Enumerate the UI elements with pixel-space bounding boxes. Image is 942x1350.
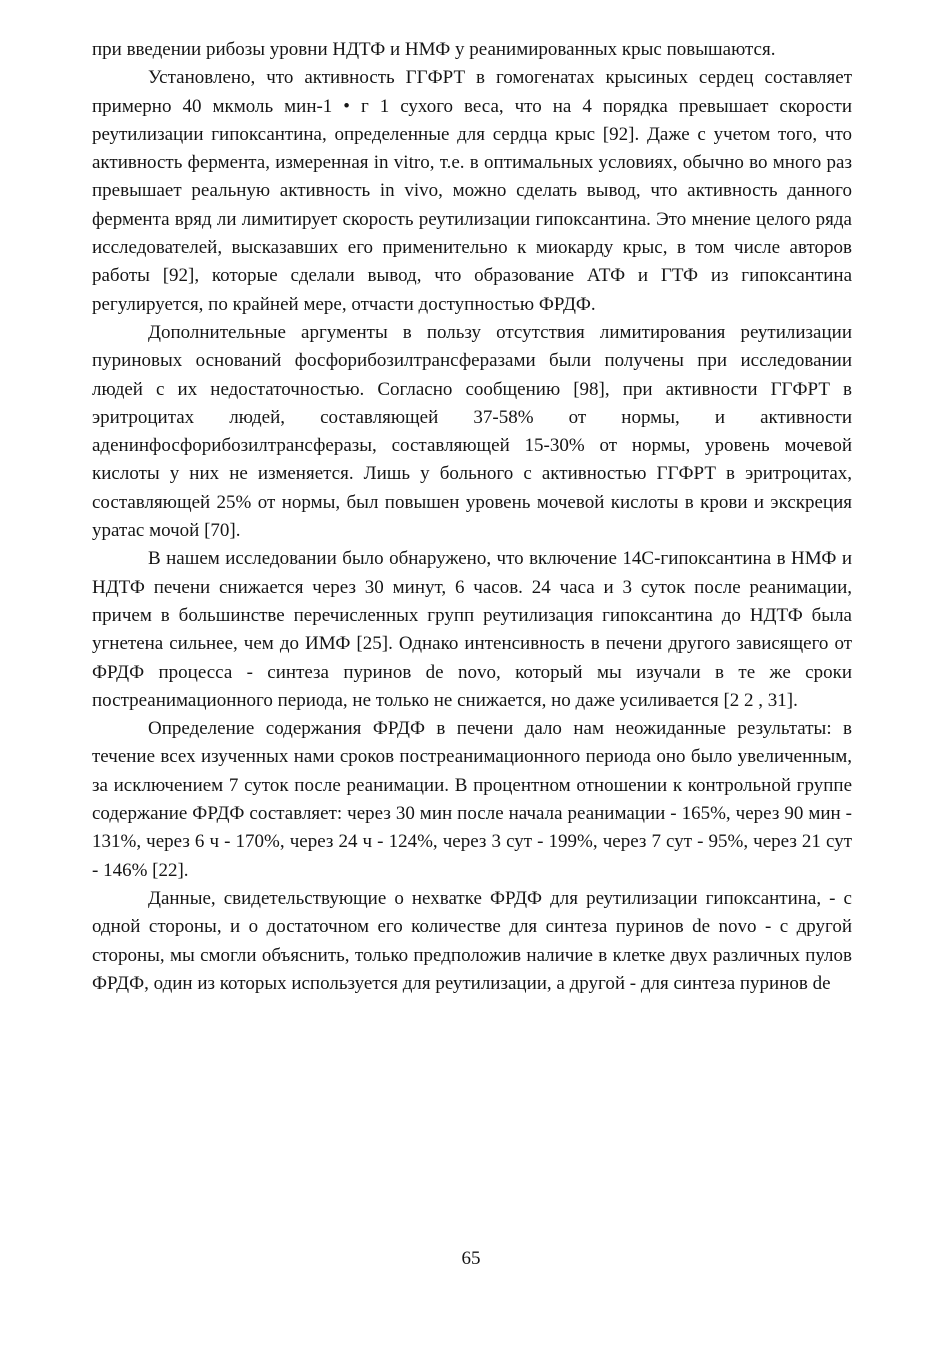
- paragraph-2: Установлено, что активность ГГФРТ в гомогенатах крысиных сердец составляет примерно 40 мкмоль мин-1 • г 1 сухого веса, что на 4 порядка превышает скорости реутилизации гипоксантина, определенные для сердца крыс [92]. Даже с учетом того, что активность фермента, измеренная in vitro, т.е. в оптимальных условиях, обычно во много раз превышает реальную активность in vivo, можно сделать вывод, что активность данного фермента вряд ли лимитирует скорость реутилизации гипоксантина. Это мнение целого ряда исследователей, высказавших его применительно к миокарду крыс, в том числе авторов работы [92], которые сделали вывод, что образование АТФ и ГТФ из гипоксантина регулируется, по крайней мере, отчасти доступностью ФРДФ.: [92, 67, 852, 315]
- paragraph-5: Определение содержания ФРДФ в печени дало нам неожиданные результаты: в течение всех изученных нами сроков постреанимационного периода оно было увеличенным, за исключением 7 суток после реанимации. В процентном отношении к контрольной группе содержание ФРДФ составляет: через 30 мин после начала реанимации - 165%, через 90 мин - 131%, через 6 ч - 170%, через 24 ч - 124%, через 3 сут - 199%, через 7 сут - 95%, через 21 сут - 146% [22].: [92, 718, 852, 881]
- page-body: [92, 36, 852, 998]
- paragraph-4: В нашем исследовании было обнаружено, что включение 14С-гипоксантина в НМФ и НДТФ печени снижается через 30 минут, 6 часов. 24 часа и 3 суток после реанимации, причем в большинстве перечисленных групп реутилизация гипоксантина до НДТФ была угнетена сильнее, чем до ИМФ [25]. Однако интенсивность в печени другого зависящего от ФРДФ процесса - синтеза пуринов de novo, который мы изучали в те же сроки постреанимационного периода, не только не снижается, но даже усиливается [2 2 , 31].: [92, 548, 852, 711]
- paragraph-1: при введении рибозы уровни НДТФ и НМФ у реанимированных крыс повышаются.: [92, 39, 776, 60]
- paragraph-3: Дополнительные аргументы в пользу отсутствия лимитирования реутилизации пуриновых оснований фосфорибозилтрансферазами были получены при исследовании людей с их недостаточностью. Согласно сообщению [98], при активности ГГФРТ в эритроцитах людей, составляющей 37-58% от нормы, и активности аденинфосфорибозилтрансферазы, составляющей 15-30% от нормы, уровень мочевой кислоты у них не изменяется. Лишь у больного с активностью ГГФРТ в эритроцитах, составляющей 25% от нормы, был повышен уровень мочевой кислоты в крови и экскреция уратас мочой [70].: [92, 321, 852, 542]
- paragraph-6: Данные, свидетельствующие о нехватке ФРДФ для реутилизации гипоксантина, - с одной стороны, и о достаточном его количестве для синтеза пуринов de novo - с другой стороны, мы смогли объяснить, только предположив наличие в клетке двух различных пулов ФРДФ, один из которых используется для реутилизации, а другой - для синтеза пуринов de: [92, 887, 852, 994]
- page-number: 65: [461, 1248, 481, 1269]
